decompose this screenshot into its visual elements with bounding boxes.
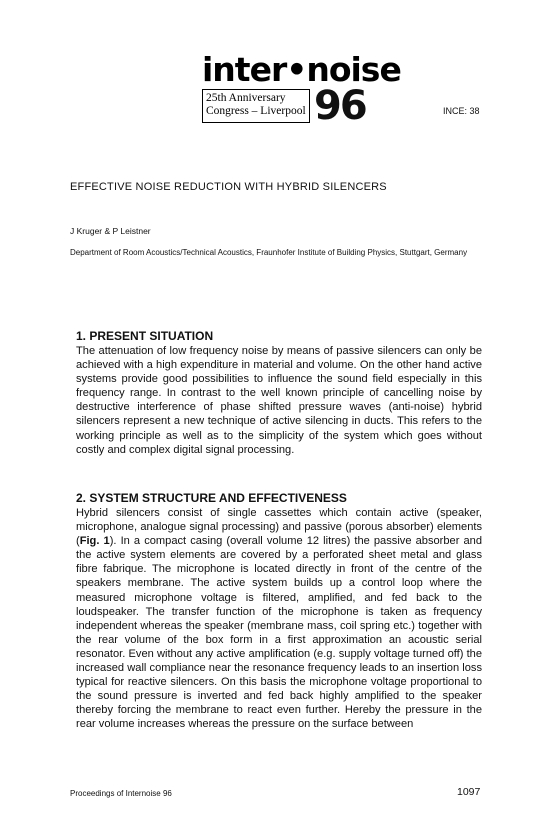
section-heading: 2. SYSTEM STRUCTURE AND EFFECTIVENESS <box>76 491 347 505</box>
section-paragraph <box>76 506 482 732</box>
paper-title: EFFECTIVE NOISE REDUCTION WITH HYBRID SILENCERS <box>70 181 387 193</box>
section-system-structure <box>76 491 482 732</box>
logo-year: 96 <box>314 83 366 129</box>
paper-affiliation: Department of Room Acoustics/Technical Acoustics, Fraunhofer Institute of Building Physics, Stuttgart, Germany <box>70 248 468 257</box>
section-present-situation <box>76 329 482 457</box>
page-number: 1097 <box>457 786 481 798</box>
logo-wordmark: inter•noise <box>202 50 401 89</box>
paragraph-text-rest: ). In a compact casing (overall volume 12 litres) the passive absorber and the active system elements are covered by a perforated sheet metal and glass fibre fabrique. The microphone is located directly in front of the centre of the speakers membrane. The active system builds up a control loop where the measured microphone voltage is filtered, amplified, and fed back to the loudspeaker. The transfer function of the microphone is taken as frequency independent whereas the speaker (membrane mass, coil spring etc.) together with the rear volume of the box form in a first approximation an acoustic serial resonator. Even without any active amplification (e.g. supply voltage turned off) the increased wall compliance near the resonance frequency leads to an insertion loss typical for reactive silencers. On this basis the microphone voltage proportional to the sound pressure is inverted and fed back highly amplified to the speaker thereby forcing the membrane to react even further. Hereby the pressure in the rear volume increases whereas the pressure on the surface between <box>76 535 482 731</box>
section-paragraph: The attenuation of low frequency noise by means of passive silencers can only be achieved with a high expenditure in material and volume. On the other hand active systems provide good possibilities to influence the sound field especially in this frequency range. In contrast to the well known principle of cancelling noise by destructive interference of phase shifted pressure waves (anti-noise) hybrid silencers represent a new technique of active silencing in ducts. This refers to the working principle as well as to the simplicity of the system which goes without costly and complex digital signal processing. <box>76 345 482 456</box>
figure-reference: Fig. 1 <box>79 535 110 548</box>
section-heading: 1. PRESENT SITUATION <box>76 329 214 343</box>
logo-box-line2: Congress – Liverpool <box>206 105 306 117</box>
footer-proceedings: Proceedings of Internoise 96 <box>70 789 172 798</box>
ince-code: INCE: 38 <box>443 106 480 116</box>
conference-logo <box>202 50 401 129</box>
paper-authors: J Kruger & P Leistner <box>70 226 151 236</box>
logo-box-line1: 25th Anniversary <box>206 92 286 104</box>
paragraph-text-start: Hybrid silencers consist of single cassettes which contain active (speaker, microphone, analogue signal processing) and passive (porous absorber) elements ( <box>76 507 482 548</box>
logo-anniversary-box <box>202 89 310 123</box>
